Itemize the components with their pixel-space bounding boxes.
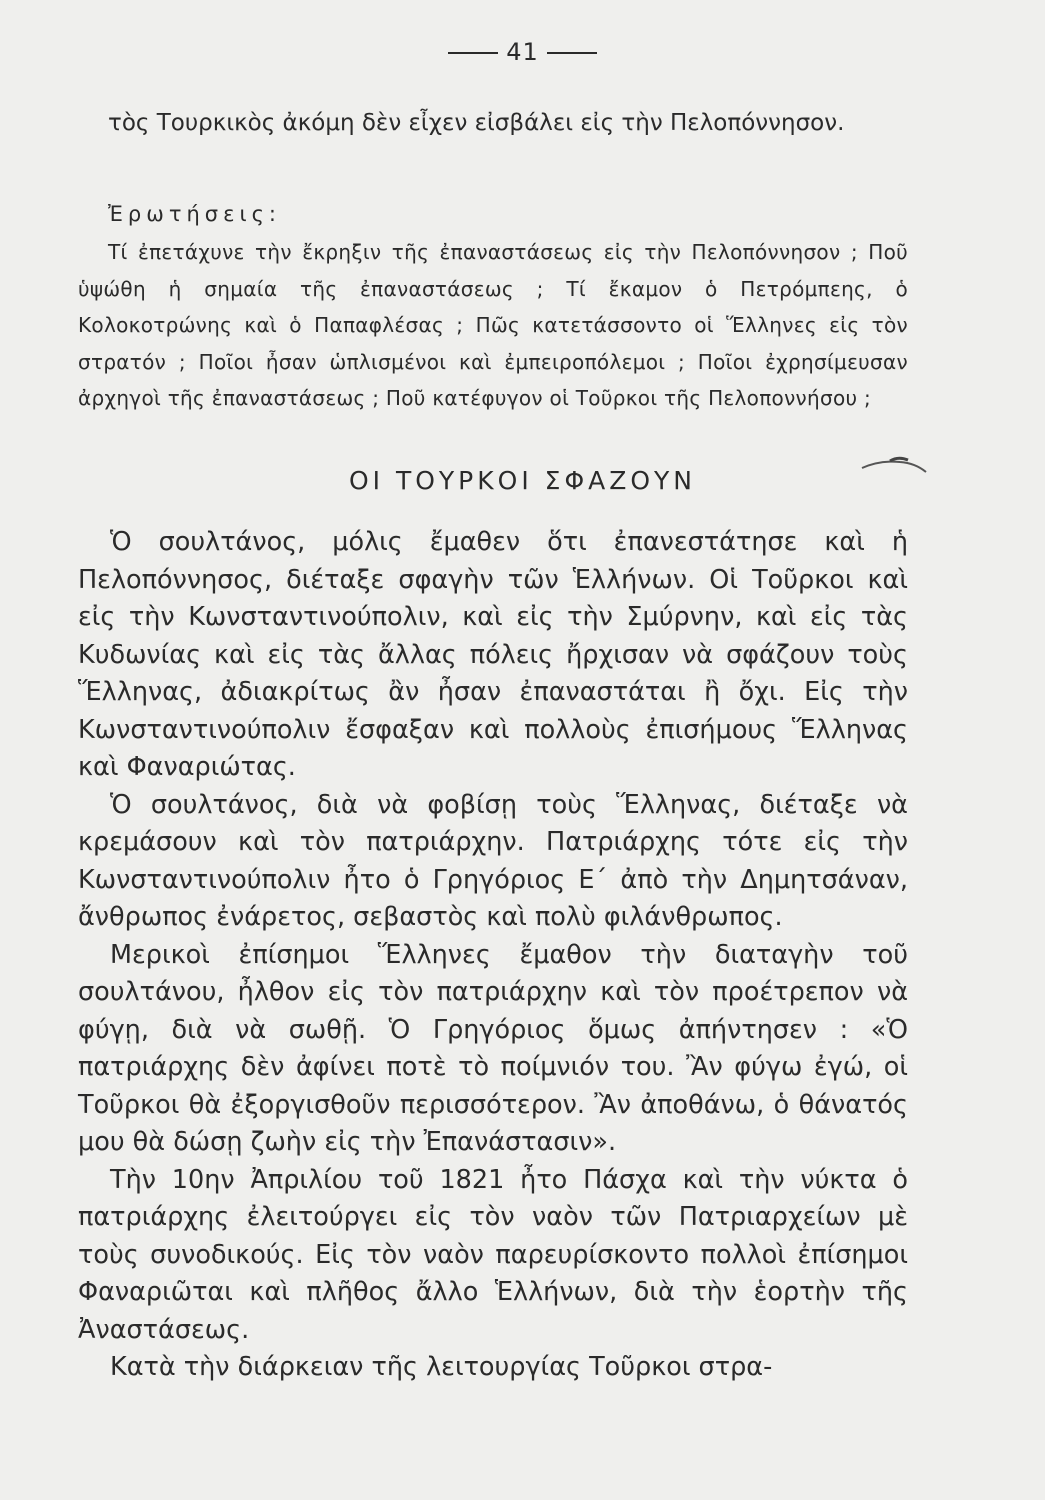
body-paragraph: Τὴν 10ην Ἀπριλίου τοῦ 1821 ἦτο Πάσχα καὶ τὴν νύκτα ὁ πατριάρχης ἐλειτούργει εἰς τὸν ναὸν τῶν Πατριαρχείων μὲ τοὺς συνοδικούς. Εἰς τὸν ναὸν παρευρίσκοντο πολλοὶ ἐπίσημοι Φαναριῶται καὶ πλῆθος ἄλλο Ἑλλήνων, διὰ τὴν ἑορτὴν τῆς Ἀναστάσεως.: [78, 1164, 908, 1345]
section-body: [78, 524, 908, 1387]
questions-heading: Ἐρωτήσεις:: [108, 202, 281, 226]
intro-paragraph: τὸς Τουρκικὸς ἀκόμη δὲν εἶχεν εἰσβάλει εἰς τὴν Πελοπόννησον.: [108, 110, 845, 136]
page-number-dash-left: [448, 52, 498, 54]
page-number-text: 41: [506, 38, 539, 66]
body-paragraph: Κατὰ τὴν διάρκειαν τῆς λειτουργίας Τοῦρκοι στρα-: [110, 1352, 773, 1382]
body-paragraph: Ὁ σουλτάνος, μόλις ἔμαθεν ὅτι ἐπανεστάτησε καὶ ἡ Πελοπόννησος, διέταξε σφαγὴν τῶν Ἑλλήνων. Οἱ Τοῦρκοι καὶ εἰς τὴν Κωνσταντινούπολιν, καὶ εἰς τὴν Σμύρνην, καὶ εἰς τὰς Κυδωνίας καὶ εἰς τὰς ἄλλας πόλεις ἤρχισαν νὰ σφάζουν τοὺς Ἕλληνας, ἀδιακρίτως ἂν ἦσαν ἐπαναστάται ἢ ὄχι. Εἰς τὴν Κωνσταντινούπολιν ἔσφαξαν καὶ πολλοὺς ἐπισήμους Ἕλληνας καὶ Φαναριώτας.: [78, 527, 908, 782]
page-number: [0, 38, 1045, 66]
body-paragraph: Μερικοὶ ἐπίσημοι Ἕλληνες ἔμαθον τὴν διαταγὴν τοῦ σουλτάνου, ἦλθον εἰς τὸν πατριάρχην καὶ τὸν προέτρεπον νὰ φύγῃ, διὰ νὰ σωθῇ. Ὁ Γρηγόριος ὅμως ἀπήντησεν : «Ὁ πατριάρχης δὲν ἀφίνει ποτὲ τὸ ποίμνιόν του. Ἂν φύγω ἐγώ, οἱ Τοῦρκοι θὰ ἐξοργισθοῦν περισσότερον. Ἂν ἀποθάνω, ὁ θάνατός μου θὰ δώσῃ ζωὴν εἰς τὴν Ἐπανάστασιν».: [78, 939, 908, 1157]
section-title: ΟΙ ΤΟΥΡΚΟΙ ΣΦΑΖΟΥΝ: [348, 466, 697, 495]
body-paragraph: Ὁ σουλτάνος, διὰ νὰ φοβίσῃ τοὺς Ἕλληνας, διέταξε νὰ κρεμάσουν καὶ τὸν πατριάρχην. Πατριάρχης τότε εἰς τὴν Κωνσταντινούπολιν ἦτο ὁ Γρηγόριος Ε΄ ἀπὸ τὴν Δημητσάναν, ἄνθρωπος ἐνάρετος, σεβαστὸς καὶ πολὺ φιλάνθρωπος.: [78, 789, 908, 932]
page-number-dash-right: [547, 52, 597, 54]
questions-paragraph: Τί ἐπετάχυνε τὴν ἔκρηξιν τῆς ἐπαναστάσεως εἰς τὴν Πελοπόννησον ; Ποῦ ὑψώθη ἡ σημαία τῆς ἐπαναστάσεως ; Τί ἔκαμον ὁ Πετρόμπεης, ὁ Κολοκοτρώνης καὶ ὁ Παπαφλέσας ; Πῶς κατετάσσοντο οἱ Ἕλληνες εἰς τὸν στρατόν ; Ποῖοι ἦσαν ὡπλισμένοι καὶ ἐμπειροπόλεμοι ; Ποῖοι ἐχρησίμευσαν ἀρχηγοὶ τῆς ἐπαναστάσεως ; Ποῦ κατέφυγον οἱ Τοῦρκοι τῆς Πελοποννήσου ;: [78, 240, 908, 410]
